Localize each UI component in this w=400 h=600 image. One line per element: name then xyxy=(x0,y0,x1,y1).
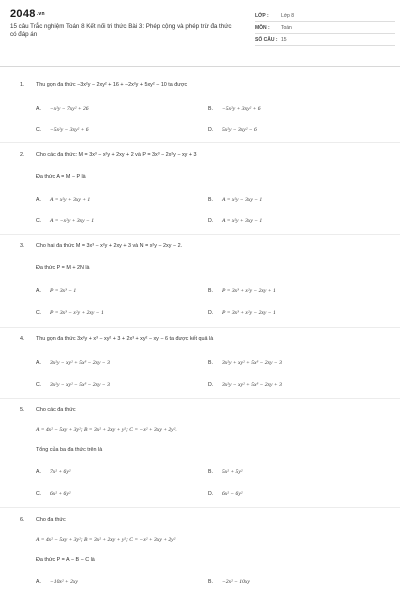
question-number: 5. xyxy=(20,407,25,413)
question-stem: Cho đa thức xyxy=(36,517,66,523)
question-divider xyxy=(0,234,400,235)
option-label: B. xyxy=(208,579,213,585)
question-line: Đa thức A = M − P là xyxy=(36,174,86,180)
option-text: 3x²y + xy² + 5x³ − 2xy − 3 xyxy=(222,360,282,366)
option-label: D. xyxy=(208,382,214,388)
option-a[interactable] xyxy=(36,579,78,585)
info-label: MÔN : xyxy=(255,24,270,31)
option-text: A = x²y + 3xy − 1 xyxy=(222,218,263,224)
option-text: −x²y − 7xy² + 26 xyxy=(50,106,89,112)
option-label: D. xyxy=(208,310,214,316)
option-text: −5x²y − 3xy² + 6 xyxy=(50,127,89,133)
option-b[interactable] xyxy=(208,197,262,203)
option-label: A. xyxy=(36,197,41,203)
option-text: 3x²y − xy² + 5x³ − 2xy + 3 xyxy=(222,382,282,388)
question-number: 2. xyxy=(20,152,25,158)
option-text: −10x² + 2xy xyxy=(50,579,78,585)
question-line: A = 4x² − 5xy + 3y²; B = 3x² + 2xy + y²; C = −x² + 3xy + 2y². xyxy=(36,427,177,433)
question-number: 1. xyxy=(20,82,25,88)
option-text: P = 3x³ − 1 xyxy=(50,288,77,294)
question-number: 3. xyxy=(20,243,25,249)
option-label: C. xyxy=(36,491,42,497)
question-number: 6. xyxy=(20,517,25,523)
question-line: Tổng của ba đa thức trên là xyxy=(36,447,103,453)
option-b[interactable] xyxy=(208,106,261,112)
option-label: A. xyxy=(36,106,41,112)
option-text: P = 3x³ + x²y − 2xy − 1 xyxy=(222,310,276,316)
logo-main-text: 2048 xyxy=(10,8,36,20)
option-d[interactable] xyxy=(208,218,262,224)
option-text: 3x²y − xy² + 5x³ − 2xy − 3 xyxy=(50,360,110,366)
option-text: −5x²y + 3xy² + 6 xyxy=(222,106,261,112)
option-text: A = x²y − 3xy − 1 xyxy=(222,197,263,203)
option-text: A = x²y + 3xy + 1 xyxy=(50,197,91,203)
option-label: A. xyxy=(36,360,41,366)
option-d[interactable] xyxy=(208,127,257,133)
option-label: C. xyxy=(36,382,42,388)
option-text: 5x²y − 3xy² − 6 xyxy=(222,127,257,133)
option-c[interactable] xyxy=(36,382,110,388)
question-stem: Cho hai đa thức M = 3x³ − x²y + 2xy + 3 và N = x²y − 2xy − 2. xyxy=(36,243,183,249)
option-label: A. xyxy=(36,579,41,585)
option-text: P = 3x³ + x²y − 2xy + 1 xyxy=(222,288,276,294)
info-row-count xyxy=(255,34,395,46)
option-label: B. xyxy=(208,360,213,366)
option-text: 7x² + 6y² xyxy=(50,469,71,475)
page-title: 15 câu Trắc nghiệm Toán 8 Kết nối tri thức Bài 3: Phép cộng và phép trừ đa thức có đáp án xyxy=(10,23,232,39)
option-a[interactable] xyxy=(36,469,71,475)
option-text: A = −x²y + 3xy − 1 xyxy=(50,218,95,224)
option-a[interactable] xyxy=(36,360,110,366)
option-d[interactable] xyxy=(208,382,282,388)
info-panel xyxy=(255,10,395,46)
logo-sub-text: .vn xyxy=(36,11,45,18)
option-text: 3x²y − xy² − 5x³ − 2xy − 3 xyxy=(50,382,110,388)
option-label: C. xyxy=(36,127,42,133)
option-d[interactable] xyxy=(208,491,243,497)
option-text: 5x² + 5y² xyxy=(222,469,243,475)
question-divider xyxy=(0,327,400,328)
option-a[interactable] xyxy=(36,288,76,294)
option-label: B. xyxy=(208,469,213,475)
question-stem: Thu gọn đa thức 3x²y + x³ − xy² + 3 + 2x³ + xy² − xy − 6 ta được kết quả là xyxy=(36,336,214,342)
question-line: A = 4x² − 5xy + 3y²; B = 3x² + 2xy + y²; C = −x² + 3xy + 2y² xyxy=(36,537,176,543)
option-b[interactable] xyxy=(208,288,276,294)
question-stem: Thu gọn đa thức −3x²y − 2xy² + 16 + −2x²y + 5xy² − 10 ta được xyxy=(36,82,188,88)
site-logo[interactable] xyxy=(10,8,45,20)
question-line: Đa thức P = M + 2N là xyxy=(36,265,90,271)
option-c[interactable] xyxy=(36,491,71,497)
info-value: 15 xyxy=(281,36,287,43)
option-c[interactable] xyxy=(36,218,94,224)
info-label: LỚP : xyxy=(255,12,269,19)
option-label: C. xyxy=(36,218,42,224)
question-stem: Cho các đa thức xyxy=(36,407,76,413)
question-divider xyxy=(0,507,400,508)
option-b[interactable] xyxy=(208,360,282,366)
header-divider xyxy=(0,66,400,67)
option-text: P = 3x³ − x²y + 2xy − 1 xyxy=(50,310,104,316)
option-a[interactable] xyxy=(36,106,89,112)
option-label: D. xyxy=(208,218,214,224)
option-label: C. xyxy=(36,310,42,316)
option-label: A. xyxy=(36,288,41,294)
info-row-subject xyxy=(255,22,395,34)
option-label: A. xyxy=(36,469,41,475)
info-label: SỐ CÂU : xyxy=(255,36,278,43)
question-line: Đa thức P = A − B − C là xyxy=(36,557,95,563)
info-value: Toán xyxy=(281,24,292,31)
question-stem: Cho các đa thức: M = 3x³ − x²y + 2xy + 2 và P = 3x³ − 2x²y − xy + 3 xyxy=(36,152,197,158)
question-number: 4. xyxy=(20,336,25,342)
info-value: Lớp 8 xyxy=(281,12,295,19)
option-b[interactable] xyxy=(208,579,250,585)
page-header xyxy=(10,8,392,58)
option-text: −2x² − 10xy xyxy=(222,579,250,585)
option-c[interactable] xyxy=(36,310,104,316)
question-divider xyxy=(0,398,400,399)
option-d[interactable] xyxy=(208,310,276,316)
option-text: 6x² + 6y² xyxy=(50,491,71,497)
option-label: B. xyxy=(208,288,213,294)
option-label: D. xyxy=(208,127,214,133)
option-text: 6x² − 6y² xyxy=(222,491,243,497)
option-label: B. xyxy=(208,197,213,203)
option-label: D. xyxy=(208,491,214,497)
question-divider xyxy=(0,142,400,143)
info-row-grade xyxy=(255,10,395,22)
option-a[interactable] xyxy=(36,197,90,203)
option-c[interactable] xyxy=(36,127,89,133)
option-label: B. xyxy=(208,106,213,112)
option-b[interactable] xyxy=(208,469,243,475)
